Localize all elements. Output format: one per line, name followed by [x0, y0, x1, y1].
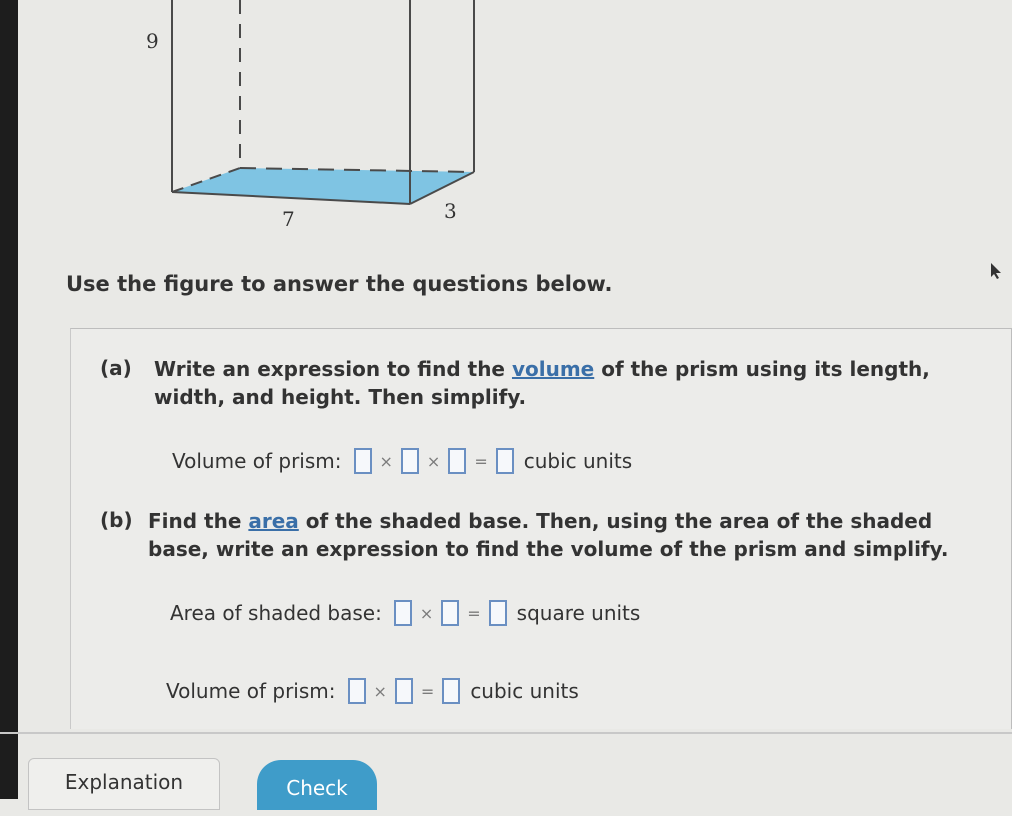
volume-label: Volume of prism: — [172, 449, 342, 473]
part-b-text: Find the — [148, 509, 249, 533]
times-sign: × — [426, 451, 441, 471]
equals-sign: = — [420, 681, 435, 701]
footer-divider — [0, 732, 1012, 734]
part-b-volume-row — [166, 678, 579, 704]
prism-height-input[interactable] — [395, 678, 413, 704]
mouse-pointer-icon — [990, 262, 1002, 280]
equals-sign: = — [474, 451, 488, 471]
volume-result-input[interactable] — [496, 448, 514, 474]
volume-label: Volume of prism: — [166, 679, 336, 703]
part-b-area-row — [170, 600, 640, 626]
volume-b-result-input[interactable] — [442, 678, 460, 704]
cubic-units-label: cubic units — [523, 449, 633, 473]
area-link[interactable]: area — [248, 509, 299, 533]
part-a-volume-row — [172, 448, 632, 474]
part-a-tag: (a) — [100, 356, 132, 380]
times-sign: × — [379, 451, 393, 471]
square-units-label: square units — [516, 601, 641, 625]
part-b-question — [148, 507, 998, 563]
width-input[interactable] — [401, 448, 419, 474]
base-length-input[interactable] — [394, 600, 412, 626]
length-input[interactable] — [354, 448, 372, 474]
base-width-input[interactable] — [441, 600, 459, 626]
shaded-base — [172, 168, 474, 204]
part-a-text-end: of the prism using its length, — [594, 357, 930, 381]
part-a-question — [154, 355, 974, 411]
check-button[interactable]: Check — [257, 760, 377, 810]
times-sign: × — [419, 603, 434, 623]
part-b-text-end: of the shaded base. Then, using the area of the shaded — [298, 509, 933, 533]
area-result-input[interactable] — [489, 600, 507, 626]
prism-figure — [0, 0, 520, 250]
volume-link[interactable]: volume — [511, 357, 595, 381]
equals-sign: = — [467, 603, 481, 623]
length-label: 7 — [282, 207, 295, 231]
cubic-units-label: cubic units — [470, 679, 579, 703]
instructions-text: Use the figure to answer the questions below. — [66, 272, 613, 296]
times-sign: × — [373, 681, 387, 701]
part-b-tag: (b) — [100, 508, 133, 532]
height-label: 9 — [146, 29, 159, 53]
base-area-input[interactable] — [348, 678, 366, 704]
height-input[interactable] — [448, 448, 466, 474]
part-a-text: Write an expression to find the — [154, 357, 512, 381]
part-b-text-line2: base, write an expression to find the volume of the prism and simplify. — [148, 537, 949, 561]
width-label: 3 — [444, 199, 457, 223]
explanation-button[interactable]: Explanation — [28, 758, 220, 810]
part-a-text-line2: width, and height. Then simplify. — [154, 385, 527, 409]
area-label: Area of shaded base: — [170, 601, 382, 625]
